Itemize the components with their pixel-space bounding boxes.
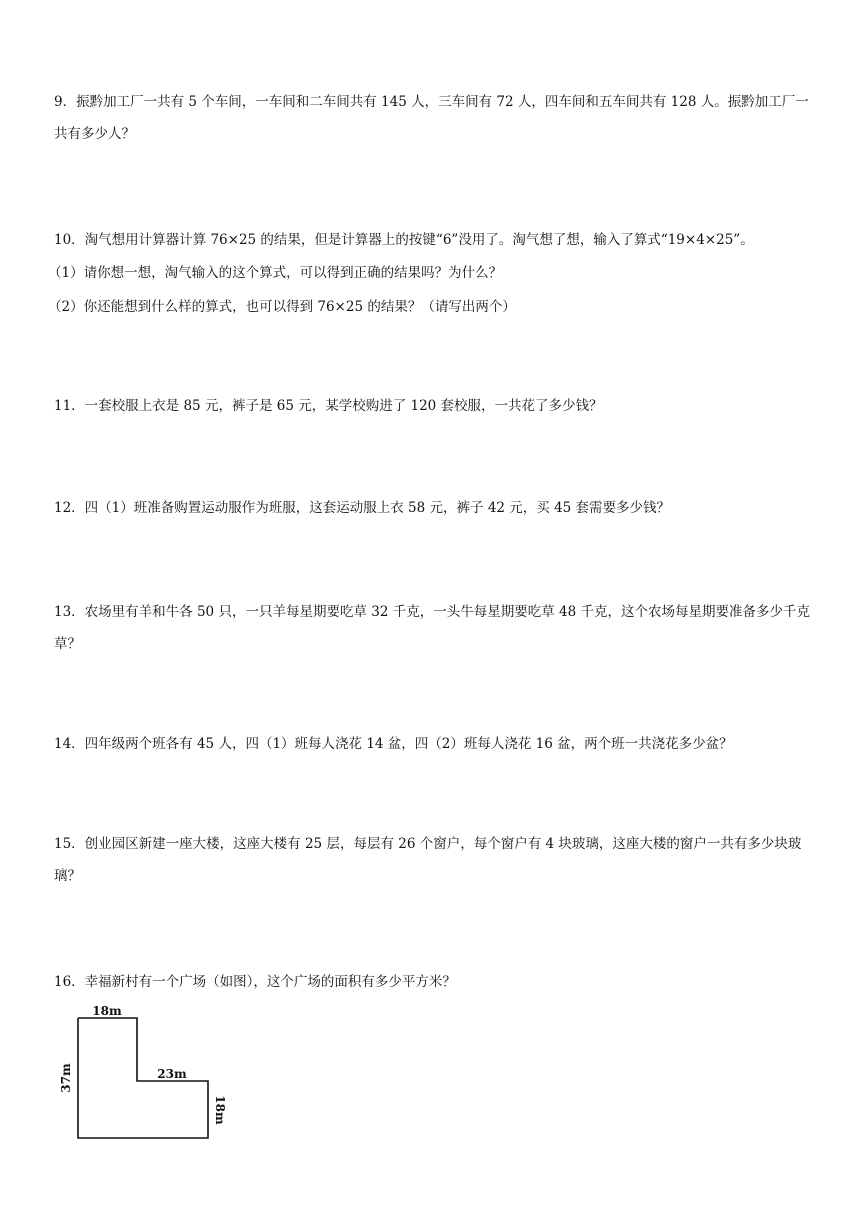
question-12-text: 12．四（1）班准备购置运动服作为班服，这套运动服上衣 58 元，裤子 42 元，买 45 套需要多少钱？	[54, 500, 671, 516]
question-13	[54, 596, 814, 660]
label-left-height: 37m	[59, 1063, 73, 1093]
question-11	[54, 390, 814, 422]
l-shape-diagram	[54, 1000, 254, 1150]
question-11-text: 11．一套校服上衣是 85 元，裤子是 65 元，某学校购进了 120 套校服，一共花了多少钱？	[54, 398, 603, 414]
question-9-text: 9．振黔加工厂一共有 5 个车间，一车间和二车间共有 145 人，三车间有 72 人，四车间和五车间共有 128 人。振黔加工厂一共有多少人？	[54, 94, 809, 142]
question-14	[54, 728, 814, 760]
question-16-text: 16．幸福新村有一个广场（如图），这个广场的面积有多少平方米？	[54, 974, 456, 990]
label-middle-width: 23m	[157, 1067, 187, 1081]
l-shape-outline	[78, 1018, 208, 1138]
label-top-width: 18m	[92, 1004, 122, 1018]
question-14-text: 14．四年级两个班各有 45 人，四（1）班每人浇花 14 盆，四（2）班每人浇花 16 盆，两个班一共浇花多少盆？	[54, 736, 733, 752]
label-right-height: 18m	[213, 1095, 227, 1125]
question-10-sub-2: （2）你还能想到什么样的算式，也可以得到 76×25 的结果？（请写出两个）	[48, 299, 516, 315]
question-10-sub-1: （1）请你想一想，淘气输入的这个算式，可以得到正确的结果吗？为什么？	[48, 265, 503, 281]
question-12	[54, 492, 814, 524]
question-10-text: 10．淘气想用计算器计算 76×25 的结果，但是计算器上的按键“6”没用了。淘气想了想，输入了算式“19×4×25”。	[54, 232, 754, 248]
question-15	[54, 828, 814, 892]
question-13-text: 13．农场里有羊和牛各 50 只，一只羊每星期要吃草 32 千克，一头牛每星期要吃草 48 千克，这个农场每星期要准备多少千克草？	[54, 604, 810, 652]
question-16	[54, 966, 814, 998]
question-9	[54, 86, 814, 150]
plaza-figure	[54, 1000, 254, 1150]
question-15-text: 15．创业园区新建一座大楼，这座大楼有 25 层，每层有 26 个窗户，每个窗户有 4 块玻璃，这座大楼的窗户一共有多少块玻璃？	[54, 836, 802, 884]
question-10	[48, 224, 814, 324]
